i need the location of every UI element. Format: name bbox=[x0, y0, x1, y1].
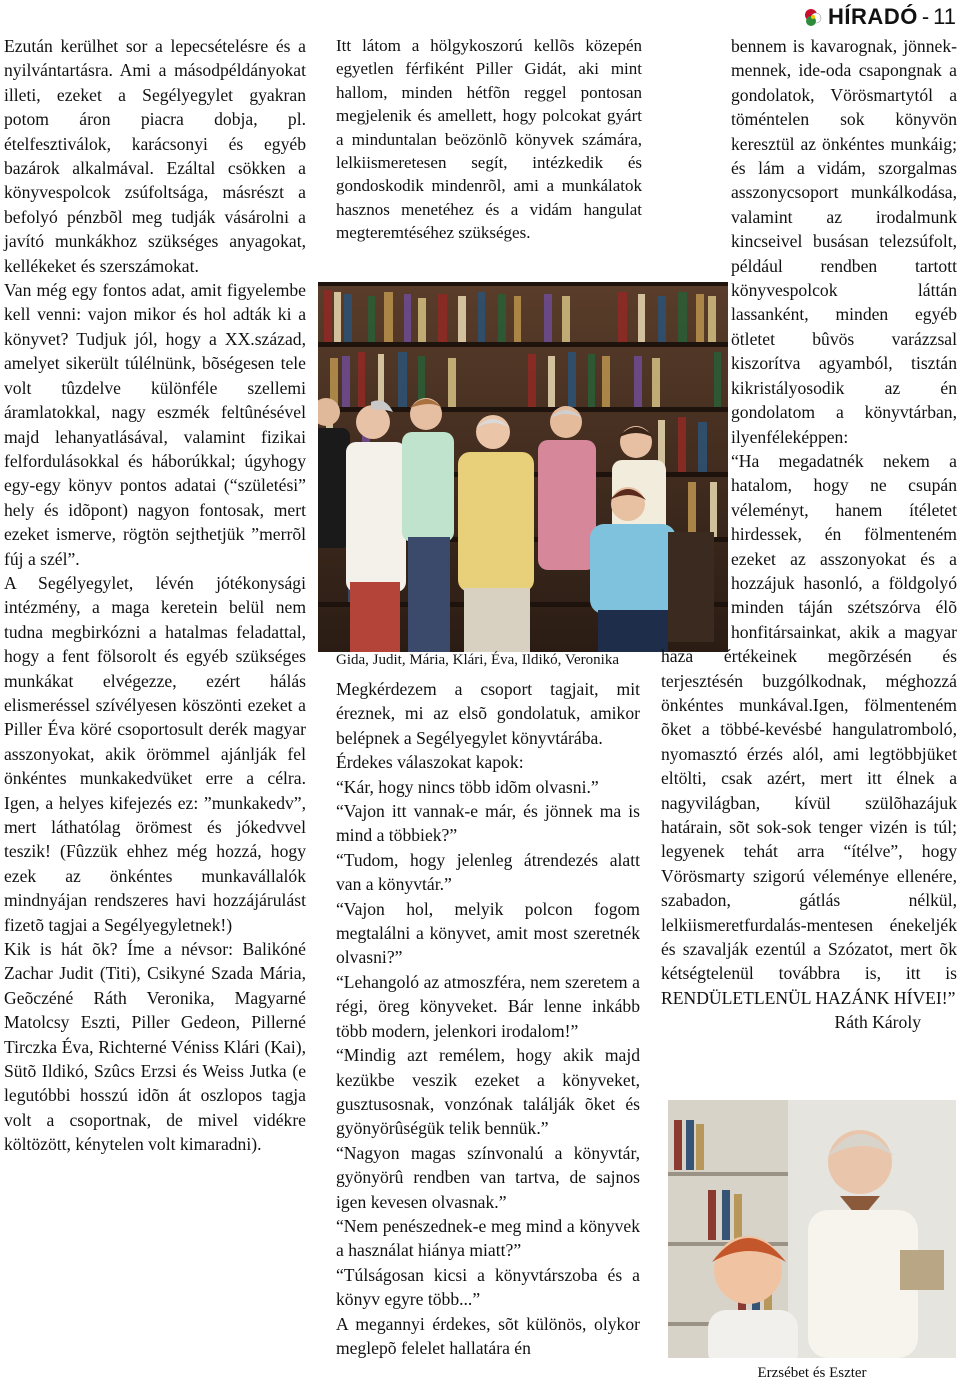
left-column bbox=[4, 34, 306, 1157]
quote-9: “Túlságosan kicsi a könyvtárszoba és a könyv egyre több...” bbox=[336, 1264, 640, 1310]
erzsebet-eszter-photo bbox=[668, 1100, 956, 1358]
middle-intro: Megkérdezem a csoport tagjait, mit éreznek, mi az elsõ gondolatuk, amikor belépnek a Segélyegylet könyvtárába. bbox=[336, 679, 640, 748]
quote-6: “Mindig azt remélem, hogy akik majd kezükbe veszik ezeket a könyveket, gusztusosnak, vonzónak találják õket és gyönyörûségük telik bennük.” bbox=[336, 1045, 640, 1139]
left-paragraph-3: A Segélyegylet, lévén jótékonysági intézmény, a maga keretein belül nem tudna megbirkózni a hatalmas feladattal, hogy a fent fölsorolt és egyéb szükséges munkákat elvégezze, ezért hálás elismeréssel szívélyesen köszönti ezeket a Piller Éva köré csoportosult derék magyar asszonyokat, akik örömmel ajánlják fel önkéntes munkakedvüket erre a célra. Igen, a helyes kifejezés ez: ”munkakedv”, mert láthatólag örömest és jókedvvel teszik! (Fûzzük ehhez még hozzá, hogy ezek az önkéntes munkavállalók mindnyájan rendszeres havi hozzájárulást fizetõ tagjai a Segélyegyletnek!) bbox=[4, 572, 306, 935]
quote-1: “Kár, hogy nincs több idõm olvasni.” bbox=[336, 776, 599, 797]
left-paragraph-2: Van még egy fontos adat, amit figyelembe kell venni: vajon mikor és hol adták ki a könyvet? Tudjuk jól, hogy a XX.század, amelyet sikerült túlélnünk, bõségesen tele volt tûzdelve különféle szellemi áramlatokkal, nagy eszmék feltûnésével majd lehanyatlásával, valamint fizikai felfordulásokkal és háborúkkal; úgyhogy egy-egy könyv pontos adatai (“születési” hely és idõpont) nagyon fontosak, mert ezeket ismerve, rögtön sejthetjük ”merrõl fúj a szél”. bbox=[4, 280, 306, 569]
header-separator: - bbox=[921, 4, 930, 29]
quote-7: “Nagyon magas színvonalú a könyvtár, gyönyörû rendben van tartva, de sajnos igen kevesen olvasnak.” bbox=[336, 1142, 640, 1212]
quote-5: “Lehangoló az atmoszféra, nem szeretem a régi, öreg könyveket. Bár lenne inkább több modern, jelenkori irodalom!” bbox=[336, 971, 640, 1041]
middle-closing: A megannyi érdekes, sõt különös, olykor meglepõ felelet hallatára én bbox=[336, 1313, 640, 1358]
erzsebet-eszter-image bbox=[668, 1100, 956, 1358]
middle-answers-intro: Érdekes válaszokat kapok: bbox=[336, 752, 524, 773]
erzsebet-eszter-caption: Erzsébet és Eszter bbox=[757, 1365, 867, 1381]
right-paragraph-1-text: bennem is kavarognak, jönnek-mennek, ide-oda csapongnak a gondolatok, Vörösmartytól a töméntelen sok könyvön keresztül az önkéntes munkáig; és lám a vidám, szorgalmas asszonycsoport munkálkodása, valamint az irodalmunk kincseivel busásan telezsúfolt, például rendben tartott könyvespolcok láttán lassanként, minden egyéb ötletet bûvös varázzsal kiszorítva agyamból, tisztán kikristályosodik az én gondolatom a könyvtárban, ilyenféleképpen: bbox=[731, 36, 957, 447]
quote-2: “Vajon itt vannak-e már, és jönnek ma is mind a többiek?” bbox=[336, 801, 640, 846]
newsletter-title: HÍRADÓ bbox=[828, 4, 918, 29]
left-paragraph-4: Kik is hát õk? Íme a névsor: Balikóné Zachar Judit (Titi), Csikyné Szada Mária, Geõczéné Ráth Veronika, Magyarné Matolcsy Eszti, Piller Gedeon, Pillerné Tirczka Éva, Richterné Véniss Klári (Kai), Sütõ Ildikó, Szûcs Erzsi és Weiss Jutka (e legutóbbi hosszú idõn át oszlopos tagja volt a csoportnak, de mivel vidékre költözött, kénytelen volt kimaradni). bbox=[4, 939, 306, 1155]
right-paragraph-2: “Ha megadatnék nekem a hatalom, hogy ne csupán véleményt, hanem ítéletet hirdessek, én fölmenteném ezeket az asszonyokat és a hozzájuk hasonló, a földgolyó minden táján szétszórva élõ honfitársainkat, akik a magyar haza értékeinek megõrzésén és terjesztésén buzgólkodnak, méghozzá önkéntes munkával.Igen, fölmenteném õket a többé-kevésbé hangulatromboló, nyomasztó érzés alól, ami legtöbbjüket eltölti, csak azért, mert itt élnek a nagyvilágban, kívül szülõhazájuk határain, sõt sok-sok tenger vizén is túl; legyenek tehát arra “ítélve”, hogy Vörösmarty szigorú véleménye ellenére, szabadon, gátlás nélkül, lelkiismeretfurdalás-mentesen énekeljék és szavalják ezentúl a Szózatot, mert õk kétségtelenül továbbra is, itt is RENDÜLETLENÜL HAZÁNK HÍVEI!” bbox=[661, 450, 957, 1008]
right-paragraph-1 bbox=[661, 34, 957, 449]
left-paragraph-1: Ezután kerülhet sor a lepecsételésre és a nyilvántartásra. Ami a másodpéldányokat illeti, ezeket a Segélyegylet gyakran potom áron piacra dobja, pl. ételfesztiválok, karácsonyi és egyéb bazárok alkalmával. Ezáltal csökken a könyvespolcok zsúfoltsága, másrészt a befolyó pénzbõl meg tudják vásárolni a javító munkákhoz szükséges anyagokat, kellékeket és szerszámokat. bbox=[4, 36, 306, 276]
page-number: 11 bbox=[933, 4, 956, 29]
middle-column-bottom bbox=[336, 677, 640, 1360]
author-signature: Ráth Károly bbox=[834, 1012, 921, 1033]
quote-3: “Tudom, hogy jelenleg átrendezés alatt van a könyvtár.” bbox=[336, 849, 640, 895]
middle-column-top bbox=[336, 34, 642, 245]
quote-8: “Nem penészednek-e meg mind a könyvek a használat hiánya miatt?” bbox=[336, 1215, 640, 1261]
newsletter-logo-icon bbox=[802, 6, 824, 28]
middle-top-paragraph: Itt látom a hölgykoszorú kellõs közepén egyetlen férfiként Piller Gidát, aki mint hallom, minden hétfõn reggel pontosan megjelenik és amellett, hogy polcokat gyárt a minduntalan beözönlõ könyvek számára, lelkiismeretesen segít, intézkedik és gondoskodik mindenrõl, ami a munkálatok hasznos menetéhez és a vidám hangulat megteremtéséhez szükséges. bbox=[336, 36, 642, 243]
right-column bbox=[661, 34, 957, 1035]
group-photo-caption: Gida, Judit, Mária, Klári, Éva, Ildikó, Veronika bbox=[336, 652, 619, 668]
quote-4: “Vajon hol, melyik polcon fogom megtalálni a könyvet, amit most szeretnék olvasni?” bbox=[336, 898, 640, 968]
page-header bbox=[802, 4, 956, 30]
